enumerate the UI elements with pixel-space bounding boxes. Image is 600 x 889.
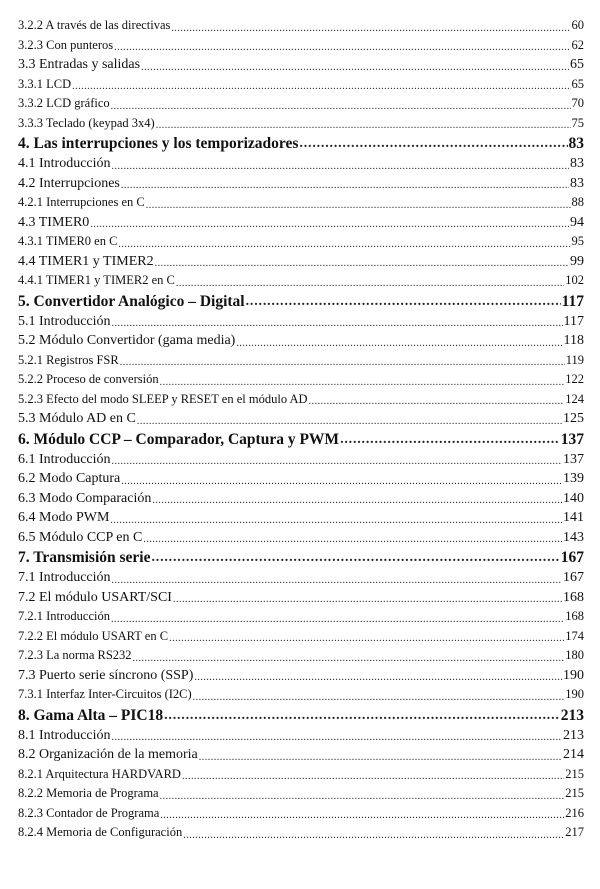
dot-leader [152, 496, 562, 508]
toc-entry-page-number: 167 [563, 570, 584, 585]
toc-entry-page-number: 62 [571, 37, 584, 52]
toc-chapter-entry [18, 429, 584, 450]
toc-entry-title: 5.1 Introducción [18, 313, 111, 329]
toc-entry-title: 8.2.3 Contador de Programa [18, 805, 160, 820]
toc-entry-title: 7.1 Introducción [18, 570, 111, 585]
toc-entry [18, 252, 584, 272]
dot-leader [112, 319, 563, 331]
toc-entry [18, 607, 584, 627]
toc-entry-page-number: 125 [563, 411, 584, 426]
toc-entry-page-number: 88 [571, 195, 584, 209]
dot-leader [169, 634, 564, 646]
dot-leader [155, 259, 569, 271]
dot-leader [137, 417, 562, 429]
toc-entry-title: 4.2 Interrupciones [18, 175, 120, 191]
dot-leader [114, 43, 570, 55]
toc-entry-page-number: 122 [565, 372, 584, 386]
toc-entry [18, 75, 584, 95]
toc-entry [18, 450, 584, 470]
dot-leader [194, 673, 562, 685]
dot-leader [112, 457, 562, 469]
toc-entry-title: 3.3.2 LCD gráfico [18, 96, 110, 110]
toc-entry-title: 5.2.1 Registros FSR [18, 352, 119, 367]
dot-leader [110, 516, 562, 528]
toc-chapter-entry [18, 705, 584, 726]
toc-entry-page-number: 94 [570, 214, 584, 230]
toc-entry-page-number: 95 [571, 234, 584, 248]
toc-entry-page-number: 60 [571, 18, 584, 32]
dot-leader [160, 811, 564, 823]
toc-entry [18, 784, 584, 804]
toc-entry [18, 390, 584, 410]
toc-entry-title: 8.1 Introducción [18, 727, 111, 743]
toc-entry [18, 55, 584, 75]
toc-entry-page-number: 214 [563, 747, 584, 762]
toc-entry [18, 312, 584, 332]
dot-leader [146, 201, 571, 213]
dot-leader [173, 595, 562, 607]
toc-entry-page-number: 180 [565, 648, 584, 662]
dot-leader [112, 733, 562, 745]
toc-entry-page-number: 65 [570, 57, 584, 72]
toc-entry [18, 409, 584, 429]
toc-entry-title: 3.3 Entradas y salidas [18, 57, 141, 72]
toc-entry-page-number: 102 [565, 273, 584, 287]
toc-entry-title: 8. Gama Alta – PIC18 [18, 706, 164, 724]
toc-entry-page-number: 137 [560, 430, 584, 448]
toc-chapter-entry [18, 291, 584, 312]
toc-entry [18, 370, 584, 390]
toc-entry [18, 745, 584, 765]
toc-entry-title: 4.4 TIMER1 y TIMER2 [18, 253, 154, 269]
toc-entry-title: 4.1 Introducción [18, 156, 111, 171]
toc-entry-page-number: 141 [563, 510, 584, 525]
toc-entry-title: 3.2.2 A través de las directivas [18, 18, 171, 32]
toc-entry [18, 331, 584, 351]
toc-entry-page-number: 75 [571, 115, 584, 130]
dot-leader [199, 753, 562, 765]
toc-entry-title: 4.3 TIMER0 [18, 214, 90, 230]
toc-entry [18, 646, 584, 666]
toc-entry-title: 3.3.1 LCD [18, 76, 72, 91]
dot-leader [236, 339, 562, 351]
dot-leader [151, 551, 559, 568]
toc-entry-page-number: 167 [560, 549, 584, 566]
toc-entry-title: 4.2.1 Interrupciones en C [18, 195, 145, 209]
toc-entry-page-number: 83 [568, 135, 584, 152]
toc-entry-title: 7.3 Puerto serie síncrono (SSP) [18, 667, 194, 683]
dot-leader [72, 82, 570, 94]
toc-entry [18, 174, 584, 194]
dot-leader [160, 378, 565, 390]
toc-entry-page-number: 216 [565, 805, 584, 820]
toc-entry [18, 114, 584, 134]
toc-entry-title: 3.3.3 Teclado (keypad 3x4) [18, 115, 155, 130]
toc-entry-title: 6.3 Modo Comparación [18, 490, 152, 506]
toc-entry-page-number: 124 [565, 391, 584, 406]
dot-leader [299, 137, 567, 154]
toc-entry [18, 351, 584, 371]
toc-entry-title: 8.2.2 Memoria de Programa [18, 786, 159, 800]
toc-entry [18, 588, 584, 608]
toc-chapter-entry [18, 547, 584, 568]
toc-entry-title: 7.2.3 La norma RS232 [18, 648, 132, 662]
dot-leader [112, 162, 569, 174]
toc-entry [18, 666, 584, 686]
toc-entry-title: 4. Las interrupciones y los temporizadores [18, 135, 299, 152]
toc-entry-title: 6.1 Introducción [18, 451, 111, 467]
toc-entry-page-number: 119 [565, 352, 584, 367]
toc-entry-title: 7. Transmisión serie [18, 549, 151, 566]
toc-entry-title: 5.2 Módulo Convertidor (gama media) [18, 333, 236, 348]
toc-entry [18, 627, 584, 647]
toc-entry [18, 36, 584, 56]
toc-entry [18, 508, 584, 528]
toc-entry-page-number: 213 [560, 706, 584, 724]
toc-entry-title: 5.3 Módulo AD en C [18, 411, 136, 426]
dot-leader [133, 654, 565, 666]
toc-entry [18, 16, 584, 36]
toc-entry [18, 94, 584, 114]
toc-entry-title: 5.2.3 Efecto del modo SLEEP y RESET en el módulo AD [18, 391, 308, 406]
dot-leader [182, 772, 564, 784]
toc-entry [18, 213, 584, 233]
dot-leader [143, 535, 562, 547]
toc-entry-page-number: 117 [563, 313, 584, 329]
dot-leader [340, 433, 560, 450]
dot-leader [121, 477, 562, 489]
toc-entry-page-number: 143 [563, 529, 584, 545]
dot-leader [183, 831, 564, 843]
toc-entry-page-number: 174 [565, 628, 584, 643]
toc-entry [18, 469, 584, 489]
toc-entry-title: 7.2 El módulo USART/SCI [18, 589, 172, 605]
toc-entry-title: 7.2.2 El módulo USART en C [18, 628, 169, 643]
toc-entry-title: 5. Convertidor Analógico – Digital [18, 292, 245, 310]
toc-entry-title: 8.2 Organización de la memoria [18, 747, 198, 762]
toc-entry-page-number: 117 [561, 292, 584, 310]
toc-entry-title: 6.5 Módulo CCP en C [18, 529, 143, 545]
toc-entry [18, 568, 584, 588]
toc-entry-page-number: 83 [570, 156, 584, 171]
toc-entry-page-number: 168 [565, 609, 584, 623]
toc-entry-page-number: 83 [570, 175, 584, 191]
dot-leader [111, 102, 571, 114]
toc-entry-title: 7.3.1 Interfaz Inter-Circuitos (I2C) [18, 687, 192, 701]
toc-entry [18, 804, 584, 824]
toc-entry-title: 6.2 Modo Captura [18, 471, 121, 486]
dot-leader [90, 220, 569, 232]
toc-entry-page-number: 70 [571, 96, 584, 110]
toc-entry-title: 6. Módulo CCP – Comparador, Captura y PWM [18, 430, 340, 448]
toc-entry-page-number: 137 [563, 451, 584, 467]
dot-leader [112, 576, 562, 588]
dot-leader [171, 24, 570, 36]
dot-leader [246, 295, 561, 312]
toc-entry-page-number: 140 [563, 490, 584, 506]
toc-entry [18, 726, 584, 746]
dot-leader [164, 709, 560, 726]
toc-entry-title: 4.3.1 TIMER0 en C [18, 234, 118, 248]
dot-leader [176, 279, 564, 291]
toc-entry [18, 685, 584, 705]
dot-leader [121, 181, 569, 193]
toc-entry-page-number: 139 [563, 471, 584, 486]
toc-entry-page-number: 99 [570, 253, 584, 269]
dot-leader [156, 121, 571, 133]
toc-entry-title: 6.4 Modo PWM [18, 510, 110, 525]
toc-entry-title: 8.2.1 Arquitectura HARDVARD [18, 766, 181, 781]
toc-entry-title: 5.2.2 Proceso de conversión [18, 372, 159, 386]
dot-leader [118, 240, 570, 252]
toc-entry [18, 489, 584, 509]
toc-entry [18, 823, 584, 843]
toc-entry-title: 7.2.1 Introducción [18, 609, 110, 623]
dot-leader [193, 693, 565, 705]
toc-entry-page-number: 118 [563, 333, 584, 348]
toc-entry-page-number: 190 [565, 687, 584, 701]
toc-entry-page-number: 190 [563, 667, 584, 683]
toc-chapter-entry [18, 133, 584, 154]
dot-leader [160, 792, 565, 804]
toc-entry-page-number: 215 [565, 786, 584, 800]
toc-entry-page-number: 213 [563, 727, 584, 743]
table-of-contents [18, 16, 584, 843]
toc-entry [18, 271, 584, 291]
toc-entry [18, 765, 584, 785]
dot-leader [120, 358, 565, 370]
dot-leader [309, 397, 565, 409]
toc-entry-page-number: 215 [565, 766, 584, 781]
dot-leader [111, 615, 564, 627]
toc-entry-page-number: 217 [565, 825, 584, 839]
toc-entry-title: 3.2.3 Con punteros [18, 37, 114, 52]
toc-entry [18, 193, 584, 213]
toc-entry-page-number: 168 [563, 589, 584, 605]
toc-entry-title: 4.4.1 TIMER1 y TIMER2 en C [18, 273, 175, 287]
toc-entry-title: 8.2.4 Memoria de Configuración [18, 825, 183, 839]
toc-entry-page-number: 65 [571, 76, 584, 91]
toc-entry [18, 154, 584, 174]
dot-leader [141, 63, 569, 75]
toc-entry [18, 528, 584, 548]
toc-entry [18, 232, 584, 252]
